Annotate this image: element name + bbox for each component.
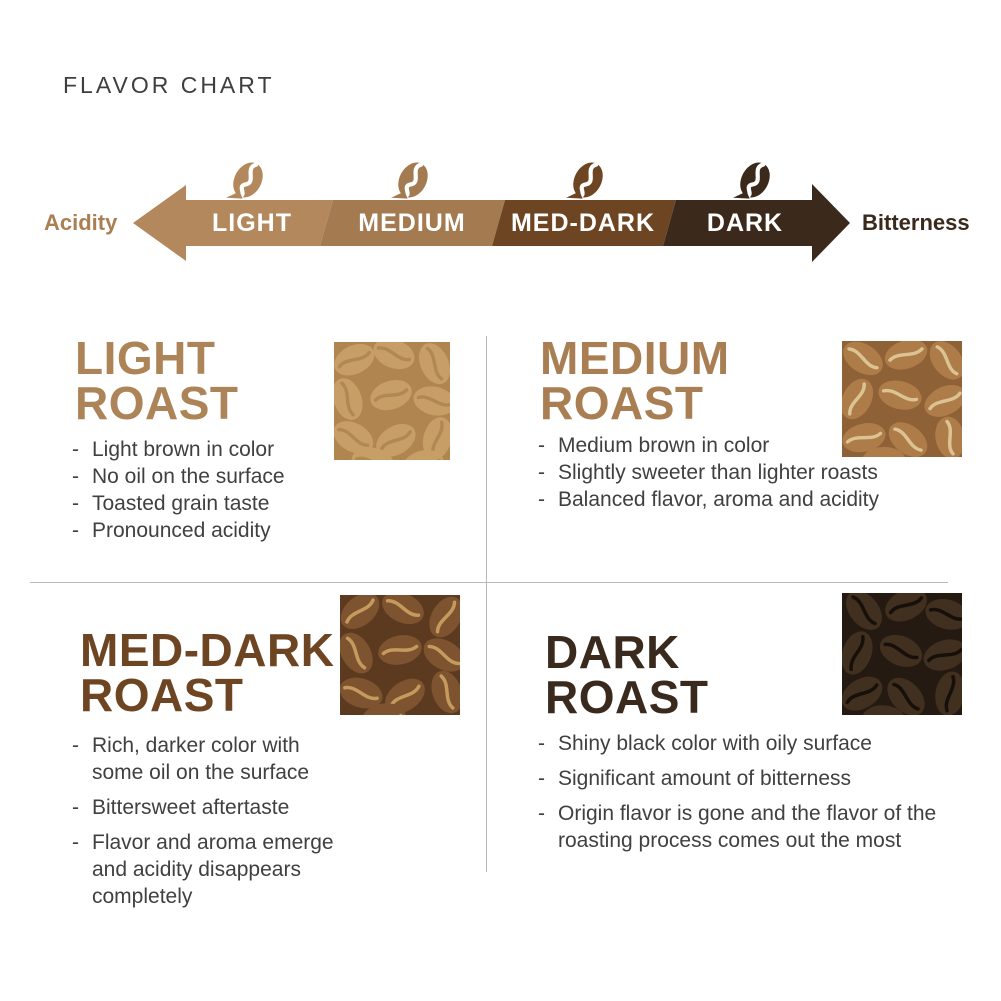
- medium-roast-heading: [540, 332, 730, 429]
- page-title: FLAVOR CHART: [63, 72, 275, 98]
- bullet-text: Slightly sweeter than lighter roasts: [558, 461, 878, 484]
- bullet-dash: -: [72, 438, 79, 461]
- med-dark-roast-bullets: [72, 732, 344, 918]
- bullet-text: No oil on the surface: [92, 465, 285, 488]
- list-item: [538, 765, 938, 792]
- bullet-text: Bittersweet aftertaste: [92, 796, 290, 819]
- list-item: [538, 800, 938, 854]
- heading-line: ROAST: [540, 377, 704, 429]
- dark-roast-photo: [842, 593, 962, 715]
- heading-line: MEDIUM: [540, 332, 730, 384]
- bullet-text: Shiny black color with oily surface: [558, 732, 872, 755]
- bullet-dash: -: [538, 802, 545, 825]
- light-roast-heading: [75, 332, 239, 429]
- bullet-dash: -: [72, 519, 79, 542]
- bullet-text: Significant amount of bitterness: [558, 767, 851, 790]
- list-item: [538, 730, 938, 757]
- segment-label-dark: DARK: [706, 209, 784, 237]
- bullet-dash: -: [72, 796, 79, 819]
- segment-label-med-dark: MED-DARK: [510, 209, 656, 237]
- light-roast-bullets: [72, 436, 407, 544]
- bullet-text: Origin flavor is gone and the flavor of the roasting process comes out the most: [558, 802, 937, 852]
- bullet-dash: -: [538, 732, 545, 755]
- bullet-text: Toasted grain taste: [92, 492, 270, 515]
- list-item: [72, 829, 344, 910]
- roast-spectrum-arrow: [0, 150, 1001, 280]
- bullet-text: Flavor and aroma emerge and acidity disappears completely: [92, 831, 334, 908]
- bullet-dash: -: [538, 488, 545, 511]
- bullet-text: Pronounced acidity: [92, 519, 271, 542]
- bullet-text: Light brown in color: [92, 438, 275, 461]
- bitterness-label: Bitterness: [862, 210, 970, 235]
- med-dark-roast-heading: [80, 624, 335, 721]
- bullet-text: Medium brown in color: [558, 434, 770, 457]
- heading-line: ROAST: [80, 669, 244, 721]
- medium-roast-bullets: [538, 432, 938, 513]
- list-item: [538, 432, 938, 459]
- list-item: [538, 459, 938, 486]
- bullet-dash: -: [538, 461, 545, 484]
- segment-label-light: LIGHT: [212, 209, 292, 237]
- vertical-divider: [486, 336, 487, 872]
- heading-line: ROAST: [545, 671, 709, 723]
- acidity-label: Acidity: [44, 210, 118, 235]
- heading-line: ROAST: [75, 377, 239, 429]
- bullet-dash: -: [72, 465, 79, 488]
- bullet-text: Balanced flavor, aroma and acidity: [558, 488, 880, 511]
- bullet-dash: -: [538, 767, 545, 790]
- heading-line: LIGHT: [75, 332, 216, 384]
- med-dark-roast-photo: [340, 595, 460, 715]
- bullet-dash: -: [72, 831, 79, 854]
- segment-label-medium: MEDIUM: [358, 209, 466, 237]
- list-item: [72, 463, 407, 490]
- bullet-dash: -: [538, 434, 545, 457]
- bullet-text: Rich, darker color with some oil on the surface: [92, 734, 310, 784]
- horizontal-divider: [30, 582, 948, 583]
- list-item: [538, 486, 938, 513]
- bullet-dash: -: [72, 734, 79, 757]
- dark-roast-bullets: [538, 730, 938, 862]
- list-item: [72, 490, 407, 517]
- dark-roast-heading: [545, 626, 709, 723]
- list-item: [72, 517, 407, 544]
- bullet-dash: -: [72, 492, 79, 515]
- heading-line: MED-DARK: [80, 624, 335, 676]
- heading-line: DARK: [545, 626, 680, 678]
- list-item: [72, 794, 344, 821]
- list-item: [72, 732, 344, 786]
- list-item: [72, 436, 407, 463]
